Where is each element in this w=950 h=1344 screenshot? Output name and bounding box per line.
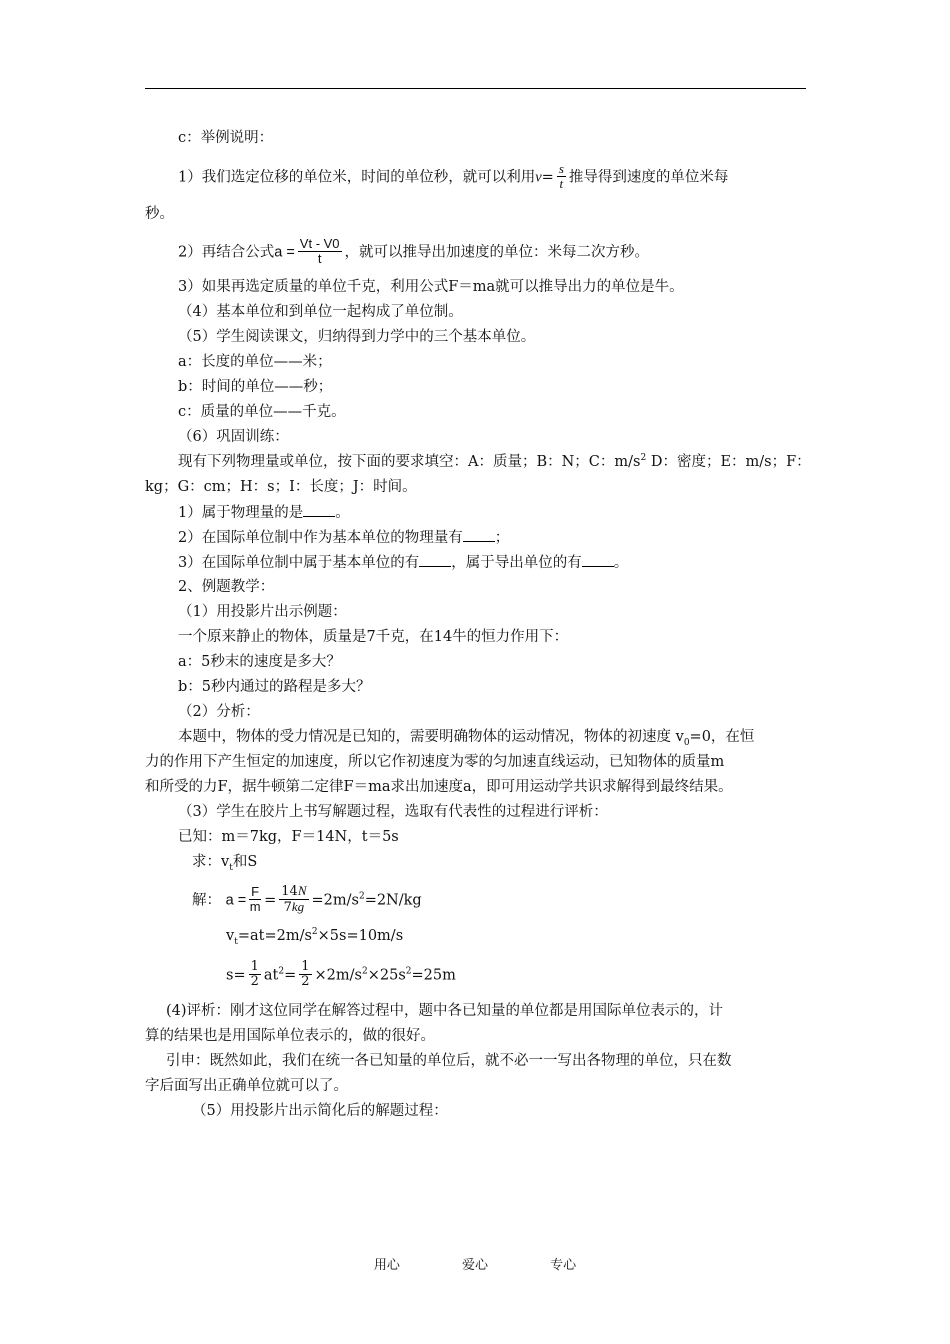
text-line: 3）如果再选定质量的单位千克，利用公式F＝ma就可以推导出力的单位是牛。 xyxy=(178,279,684,295)
formula-line xyxy=(192,885,422,916)
superscript: 2 xyxy=(640,453,647,464)
text-line: （1）用投影片出示例题： xyxy=(178,604,347,620)
fill-blank xyxy=(419,553,451,567)
text-span: 。 xyxy=(613,555,629,571)
text-line: 字后面写出正确单位就可以了。 xyxy=(145,1078,348,1094)
fill-blank xyxy=(303,503,335,517)
text-line xyxy=(192,853,257,871)
header-rule xyxy=(145,88,806,89)
text-span: D：密度；E：m/s；F： xyxy=(646,454,811,470)
text-line: 一个原来静止的物体，质量是7千克，在14牛的恒力作用下： xyxy=(178,629,569,645)
text-line xyxy=(178,528,509,547)
text-line: （2）分析： xyxy=(178,704,260,720)
text-line: 已知：m＝7kg，F＝14N，t＝5s xyxy=(178,829,399,845)
text-line: b：时间的单位——秒； xyxy=(178,379,333,395)
fraction-num: 14 xyxy=(281,884,298,899)
text-span: = xyxy=(284,967,297,984)
subscript: t xyxy=(229,862,233,873)
fraction xyxy=(249,960,261,989)
footer-text: 用心 xyxy=(373,1258,400,1273)
fraction-den: 2 xyxy=(301,974,310,989)
text-span: 1）我们选定位移的单位米，时间的单位秒，就可以利用 xyxy=(178,169,536,186)
text-line: （5）学生阅读课文，归纳得到力学中的三个基本单位。 xyxy=(178,329,536,345)
text-line: 引申：既然如此，我们在统一各已知量的单位后，就不必一一写出各物理的单位，只在数 xyxy=(166,1053,732,1069)
text-span: at xyxy=(263,967,279,984)
text-line: 和所受的力F，据牛顿第二定律F＝ma求出加速度a，即可用运动学共识求解得到最终结果。 xyxy=(145,779,733,795)
text-line xyxy=(178,728,754,746)
superscript: 2 xyxy=(361,966,368,977)
fraction-num: Vt - V0 xyxy=(299,236,340,251)
subscript: 0 xyxy=(683,737,690,748)
text-line: （4）基本单位和到单位一起构成了单位制。 xyxy=(178,304,463,320)
fill-blank xyxy=(582,553,614,567)
fraction-num: 1 xyxy=(301,959,310,974)
footer-text: 专心 xyxy=(550,1258,577,1273)
formula-v: v xyxy=(535,169,542,186)
text-span: =at=2m/s xyxy=(237,928,312,944)
formula-line xyxy=(226,927,403,945)
formula-a: a = xyxy=(225,892,247,909)
text-span: 。 xyxy=(335,505,350,521)
fraction-den: t xyxy=(559,176,564,191)
text-line: c：举例说明： xyxy=(178,130,274,146)
superscript: 2 xyxy=(405,966,412,977)
fraction-den-unit: kg xyxy=(291,899,305,914)
text-span: =2m/s xyxy=(311,892,359,909)
text-span: 2）在国际单位制中作为基本单位的物理量有 xyxy=(178,530,463,546)
formula-eq: = xyxy=(541,169,554,186)
fraction-num-unit: N xyxy=(297,883,307,898)
fraction-den: 2 xyxy=(250,974,259,989)
text-span: ×25s xyxy=(367,967,406,984)
text-span: ，属于导出单位的有 xyxy=(451,555,582,571)
text-span: =25m xyxy=(411,967,456,984)
text-span: ×5s=10m/s xyxy=(317,928,404,944)
text-span: s= xyxy=(226,967,246,984)
superscript: 2 xyxy=(358,891,365,902)
fraction-den: t xyxy=(317,251,322,266)
text-line: (4)评析：刚才这位同学在解答过程中，题中各已知量的单位都是用国际单位表示的，计 xyxy=(166,1003,724,1019)
text-span: =2N/kg xyxy=(364,892,422,909)
formula-eq: = xyxy=(264,892,277,909)
formula-line xyxy=(226,961,456,990)
text-span: 解： xyxy=(192,892,221,909)
text-line xyxy=(178,163,728,192)
text-span: 本题中，物体的受力情况是已知的，需要明确物体的运动情况，物体的初速度 v xyxy=(178,729,684,745)
superscript: 2 xyxy=(278,966,285,977)
fraction-den: 7 xyxy=(283,900,292,915)
text-line: （3）学生在胶片上书写解题过程，选取有代表性的过程进行评析： xyxy=(178,804,608,820)
text-line xyxy=(178,503,350,522)
text-span: 3）在国际单位制中属于基本单位的有 xyxy=(178,555,420,571)
superscript: 2 xyxy=(311,927,318,938)
text-line: 2、例题教学： xyxy=(178,579,275,595)
text-span: 现有下列物理量或单位，按下面的要求填空：A：质量；B：N；C：m/s xyxy=(178,454,641,470)
text-span: 推导得到速度的单位米每 xyxy=(568,169,729,186)
text-span: 2）再结合公式 xyxy=(178,244,275,261)
fraction xyxy=(279,884,308,915)
text-span: ，就可以推导出加速度的单位：米每二次方秒。 xyxy=(344,244,650,261)
text-span: 1）属于物理量的是 xyxy=(178,505,304,521)
text-line: （6）巩固训练： xyxy=(178,429,289,445)
fraction-num: s xyxy=(558,161,564,176)
fraction xyxy=(298,237,342,266)
fraction-num: F xyxy=(251,884,260,899)
text-span: v xyxy=(226,928,235,944)
subscript: t xyxy=(234,936,238,947)
text-line xyxy=(178,453,811,471)
text-line xyxy=(178,238,649,267)
fraction-num: 1 xyxy=(250,959,259,974)
text-line: a：5秒末的速度是多大？ xyxy=(178,654,341,670)
text-line: a：长度的单位——米； xyxy=(178,354,332,370)
text-line: 力的作用下产生恒定的加速度，所以它作初速度为零的匀加速直线运动，已知物体的质量m xyxy=(145,754,725,770)
text-line: kg；G：cm；H：s；I：长度；J：时间。 xyxy=(145,479,417,495)
text-span: =0，在恒 xyxy=(689,729,755,745)
fraction-den: m xyxy=(249,899,261,914)
fraction xyxy=(249,885,261,914)
text-line: c：质量的单位——千克。 xyxy=(178,404,346,420)
fraction xyxy=(557,162,566,191)
text-line: b：5秒内通过的路程是多大？ xyxy=(178,679,371,695)
fraction xyxy=(299,960,311,989)
text-span: 求：v xyxy=(192,854,230,870)
formula-a: a = xyxy=(274,244,295,261)
fill-blank xyxy=(463,528,495,542)
text-line: 秒。 xyxy=(145,206,174,222)
text-line: （5）用投影片出示简化后的解题过程： xyxy=(192,1103,448,1119)
text-span: ×2m/s xyxy=(314,967,362,984)
text-line: 算的结果也是用国际单位表示的，做的很好。 xyxy=(145,1028,435,1044)
footer-text: 爱心 xyxy=(461,1258,488,1273)
page-footer xyxy=(0,1254,950,1273)
text-span: 和S xyxy=(232,854,258,870)
text-span: ； xyxy=(494,530,510,546)
text-line xyxy=(178,553,628,572)
